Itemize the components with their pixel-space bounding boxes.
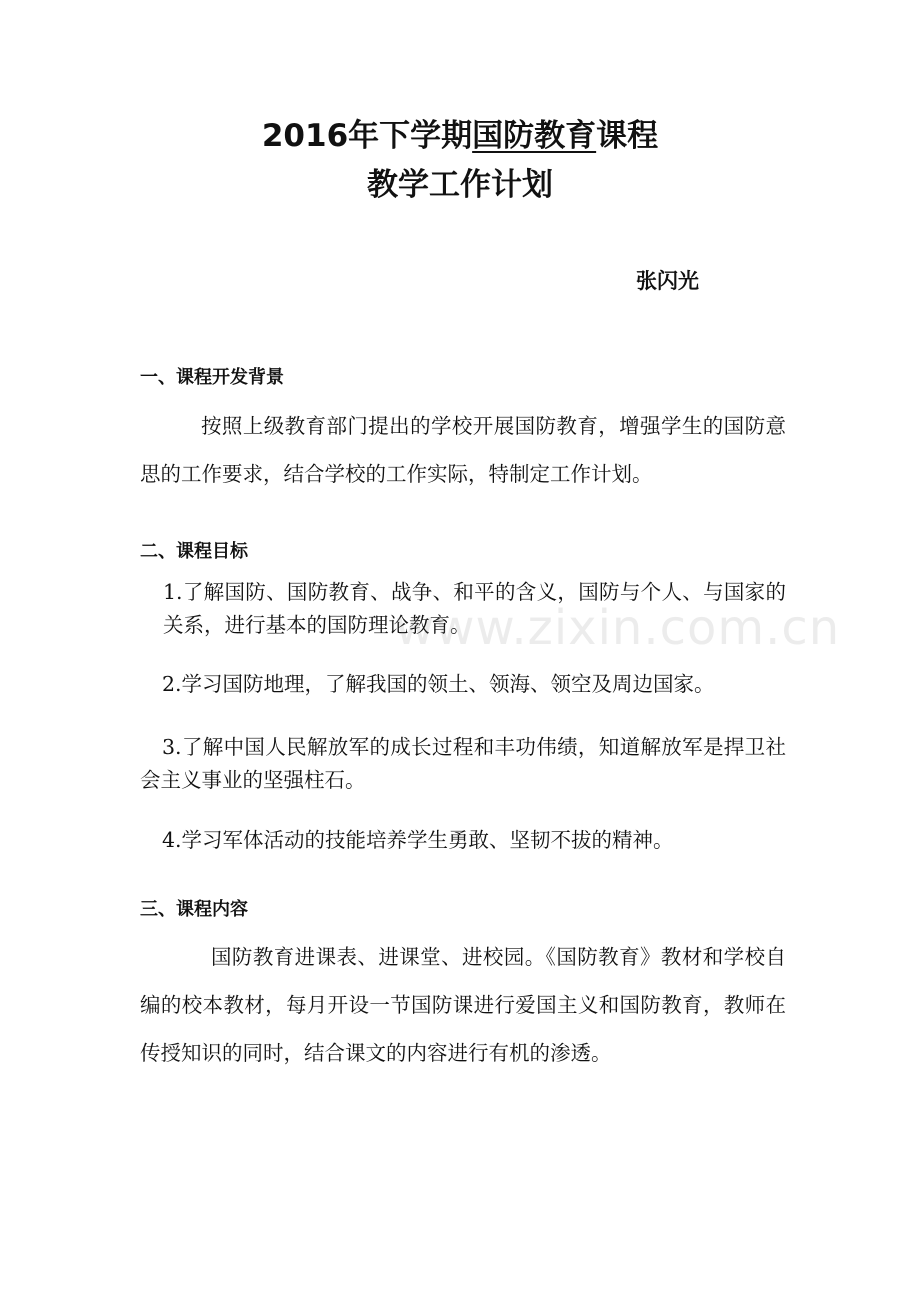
content-paragraph: 国防教育进课表、进课堂、进校园。《国防教育》教材和学校自编的校本教材，每月开设一节国防课进行爱国主义和国防教育，教师在传授知识的同时，结合课文的内容进行有机的渗透。 (140, 945, 786, 1065)
section-heading-content: 三、课程内容 (140, 899, 248, 920)
goal-item-1: 1.了解国防、国防教育、战争、和平的含义，国防与个人、与国家的关系，进行基本的国防理论教育。 (163, 580, 786, 637)
title-course-text: 课程 (596, 118, 659, 154)
title-underlined-text: 国防教育 (472, 118, 597, 154)
title-year-text: 2016年下学期 (261, 118, 473, 154)
goal-item-2: 2.学习国防地理，了解我国的领土、领海、领空及周边国家。 (162, 672, 715, 696)
watermark-text: www.zixin.com.cn (395, 600, 841, 656)
document-title (0, 116, 920, 156)
goal-item-3: 3.了解中国人民解放军的成长过程和丰功伟绩，知道解放军是捍卫社会主义事业的坚强柱石。 (140, 735, 786, 792)
background-paragraph: 按照上级教育部门提出的学校开展国防教育，增强学生的国防意思的工作要求，结合学校的工作实际，特制定工作计划。 (140, 414, 786, 486)
document-subtitle: 教学工作计划 (367, 167, 553, 203)
section-heading-background: 一、课程开发背景 (140, 367, 284, 388)
goal-item-4: 4.学习军体活动的技能培养学生勇敢、坚韧不拔的精神。 (162, 828, 674, 852)
section-heading-goals: 二、课程目标 (140, 541, 248, 562)
author-name: 张闪光 (636, 269, 699, 293)
